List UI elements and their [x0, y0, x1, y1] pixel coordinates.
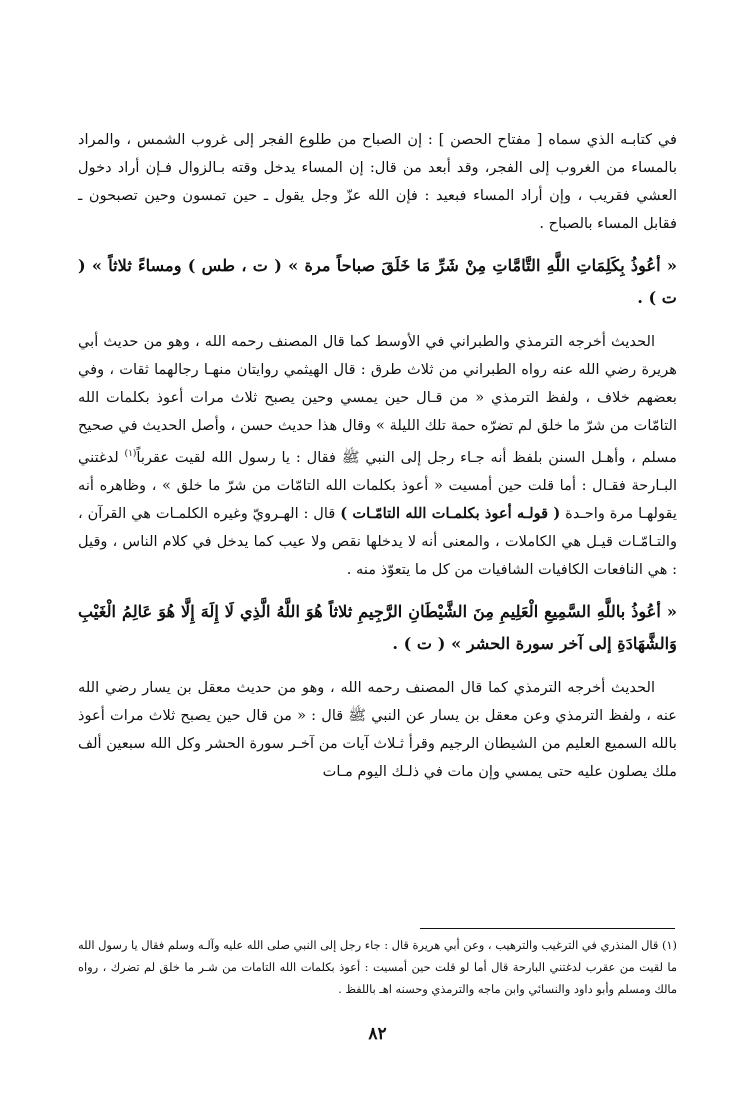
footnote-divider	[420, 928, 675, 929]
paragraph-intro: في كتابـه الذي سماه [ مفتاح الحصن ] : إن الصباح من طلوع الفجر إلى غروب الشمس ، والمراد بالمساء من الغروب إلى الفجر، وقد أبعد من قال: إن المساء يدخل وقته بـالزوال فـإن أراد دخول العشي فقريب ، وإن أراد المساء فبعيد : فإن الله عزّ وجل يقول ـ حين تمسون وحين تصبحون ـ فقابل المساء بالصباح .	[78, 131, 677, 232]
commentary-1-bold-phrase: ( قولـه أعوذ بكلمـات الله التامّـات )	[340, 504, 561, 522]
commentary-1-text-c: قال : الهـرويّ وغيره الكلمـات هي القرآن ، والتـامّـات قيـل هي الكاملات ، والمعنى أنه لا يدخلها نقص ولا عيب كما يدخل في كلام الناس ، وقيل : هي النافعات الكافيات الشافيات من كل ما يتعوّذ منه .	[78, 504, 677, 578]
footnote-reference[interactable]: (١)	[124, 449, 137, 459]
footnote-text: (١) قال المنذري في الترغيب والترهيب ، وعن أبي هريرة قال : جاء رجل إلى النبي صلى الله عليه وآلـه وسلم فقال يا رسول الله ما لقيت من عقرب لدغتني البارحة قال أما لو قلت حين أمسيت : أعوذ بكلمات الله التامات من شـر ما خلق لم تضرك ، رواه مالك ومسلم وأبو داود والنسائي وابن ماجه والترمذي وحسنه اهـ باللفظ .	[78, 938, 677, 996]
page-number: ٨٢	[368, 1024, 387, 1044]
commentary-1-text-b: لدغتني البـارحة فقـال : أما قلت حين أمسيت « أعوذ بكلمات الله التامّات من شرّ ما خلق » ، وظاهره أنه يقولهـا مرة واحـدة	[78, 448, 677, 522]
paragraph-commentary-1	[78, 328, 677, 584]
main-text	[78, 126, 677, 798]
supplication-2: « أعُوذُ باللَّهِ السَّمِيعِ الْعَلِيمِ مِنَ الشَّيْطَانِ الرَّجِيمِ ثلاثاً هُوَ اللَّهُ الَّذِي لَا إِلَهَ إِلَّا هُوَ عَالِمُ الْغَيْبِ وَالشَّهَادَةِ إلى آخر سورة الحشر » ( ت ) .	[78, 601, 677, 653]
supplication-1: « أعُوذُ بِكَلِمَاتِ اللَّهِ التَّامَّاتِ مِنْ شَرِّ مَا خَلَقَ صباحاً مرة » ( ت ، طس ) ومساءً ثلاثاً » ( ت ) .	[78, 256, 677, 307]
commentary-1-text-a: الحديث أخرجه الترمذي والطبراني في الأوسط كما قال المصنف رحمه الله ، وهو من حديث أبي هريرة رضي الله عنه رواه الطبراني من ثلاث طرق : قال الهيثمي روايتان منهـا رجالهما ثقات ، وفي بعضهم خلاف ، ولفظ الترمذي « من قـال حين يمسي وحين يصبح ثلاث مرات أعوذ بكلمات الله التامّات من شرّ ما خلق لم تضرّه حمة تلك الليلة » وقال هذا حديث حسن ، وأصل الحديث في صحيح مسلم ، وأهـل السنن بلفظ أنه جـاء رجل إلى النبي ﷺ فقال : يا رسول الله لقيت عقرباً	[78, 333, 677, 466]
paragraph-commentary-2: الحديث أخرجه الترمذي كما قال المصنف رحمه الله ، وهو من حديث معقل بن يسار رضي الله عنه ، ولفظ الترمذي وعن معقل بن يسار عن النبي ﷺ قال : « من قال حين يصبح ثلاث مرات أعوذ بالله السميع العليم من الشيطان الرجيم وقرأ ثـلاث آيات من آخـر سورة الحشر وكل الله سبعين ألف ملك يصلون عليه حتى يمسي وإن مات في ذلـك اليوم مـات	[78, 678, 677, 780]
